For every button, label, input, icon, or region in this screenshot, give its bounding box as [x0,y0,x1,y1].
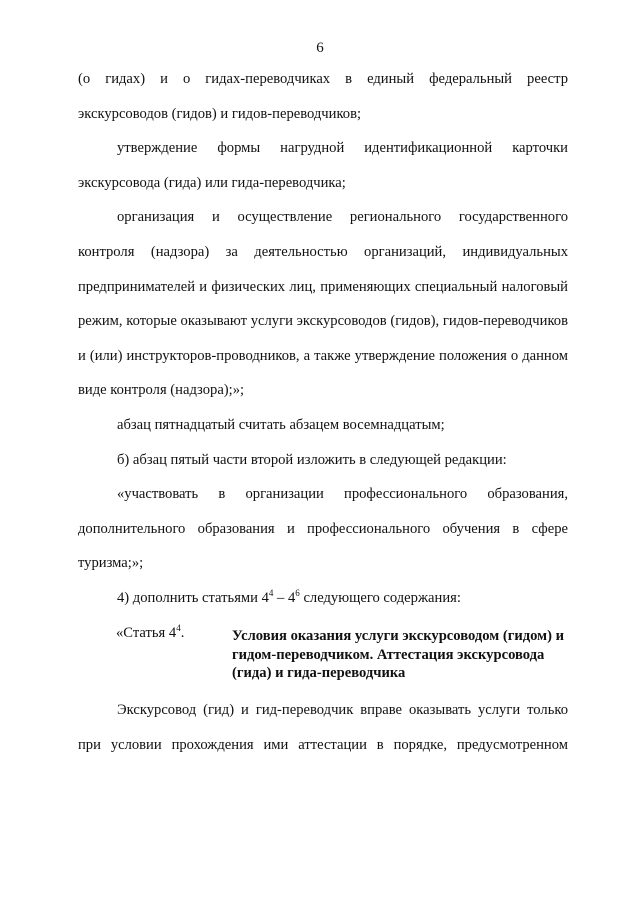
paragraph-fifteenth-renumber: абзац пятнадцатый считать абзацем восемнадцатым; [117,416,445,433]
document-body [78,62,568,616]
paragraph-part-two-amendment: б) абзац пятый части второй изложить в следующей редакции: [117,451,507,468]
article-label [116,625,184,642]
article-label-sup: 4 [176,623,181,633]
add-articles-suffix: следующего содержания: [299,589,461,606]
paragraph-regional-control: организация и осуществление регионального государственного контроля (надзора) за деятельностью организаций, индивидуальных предпринимателей и физических лиц, применяющих специальный налоговый режим, которые оказывают услуги экскурсоводов (гидов), гидов-переводчиков и (или) инструкторов-проводников, а также утверждение положения о данном виде контроля (надзора);»; [78,209,568,399]
add-articles-prefix: 4) дополнить статьями 4 [117,589,269,606]
paragraph-registry-continuation: (о гидах) и о гидах-переводчиках в единый федеральный реестр экскурсоводов (гидов) и гидов-переводчиков; [78,71,568,122]
add-articles-dash: – 4 [273,589,296,606]
paragraph-guide-attestation: Экскурсовод (гид) и гид-переводчик вправе оказывать услуги только при условии прохождения ими аттестации в порядке, предусмотренном [78,702,568,753]
article-label-suffix: . [180,625,185,641]
article-body [78,693,568,762]
add-articles-sup-end: 6 [295,587,300,598]
page-number: 6 [316,40,324,56]
paragraph-add-articles [78,581,568,616]
article-title: Условия оказания услуги экскурсоводом (гидом) и гидом-переводчиком. Аттестация экскурсовода (гида) и гида-переводчика [232,628,565,681]
paragraph-badge-form: утверждение формы нагрудной идентификационной карточки экскурсовода (гида) или гида-переводчика; [78,140,568,191]
article-label-prefix: «Статья 4 [116,625,177,641]
paragraph-participate-education: «участвовать в организации профессионального образования, дополнительного образования и профессионального обучения в сфере туризма;»; [78,486,568,572]
add-articles-sup-start: 4 [268,587,274,598]
